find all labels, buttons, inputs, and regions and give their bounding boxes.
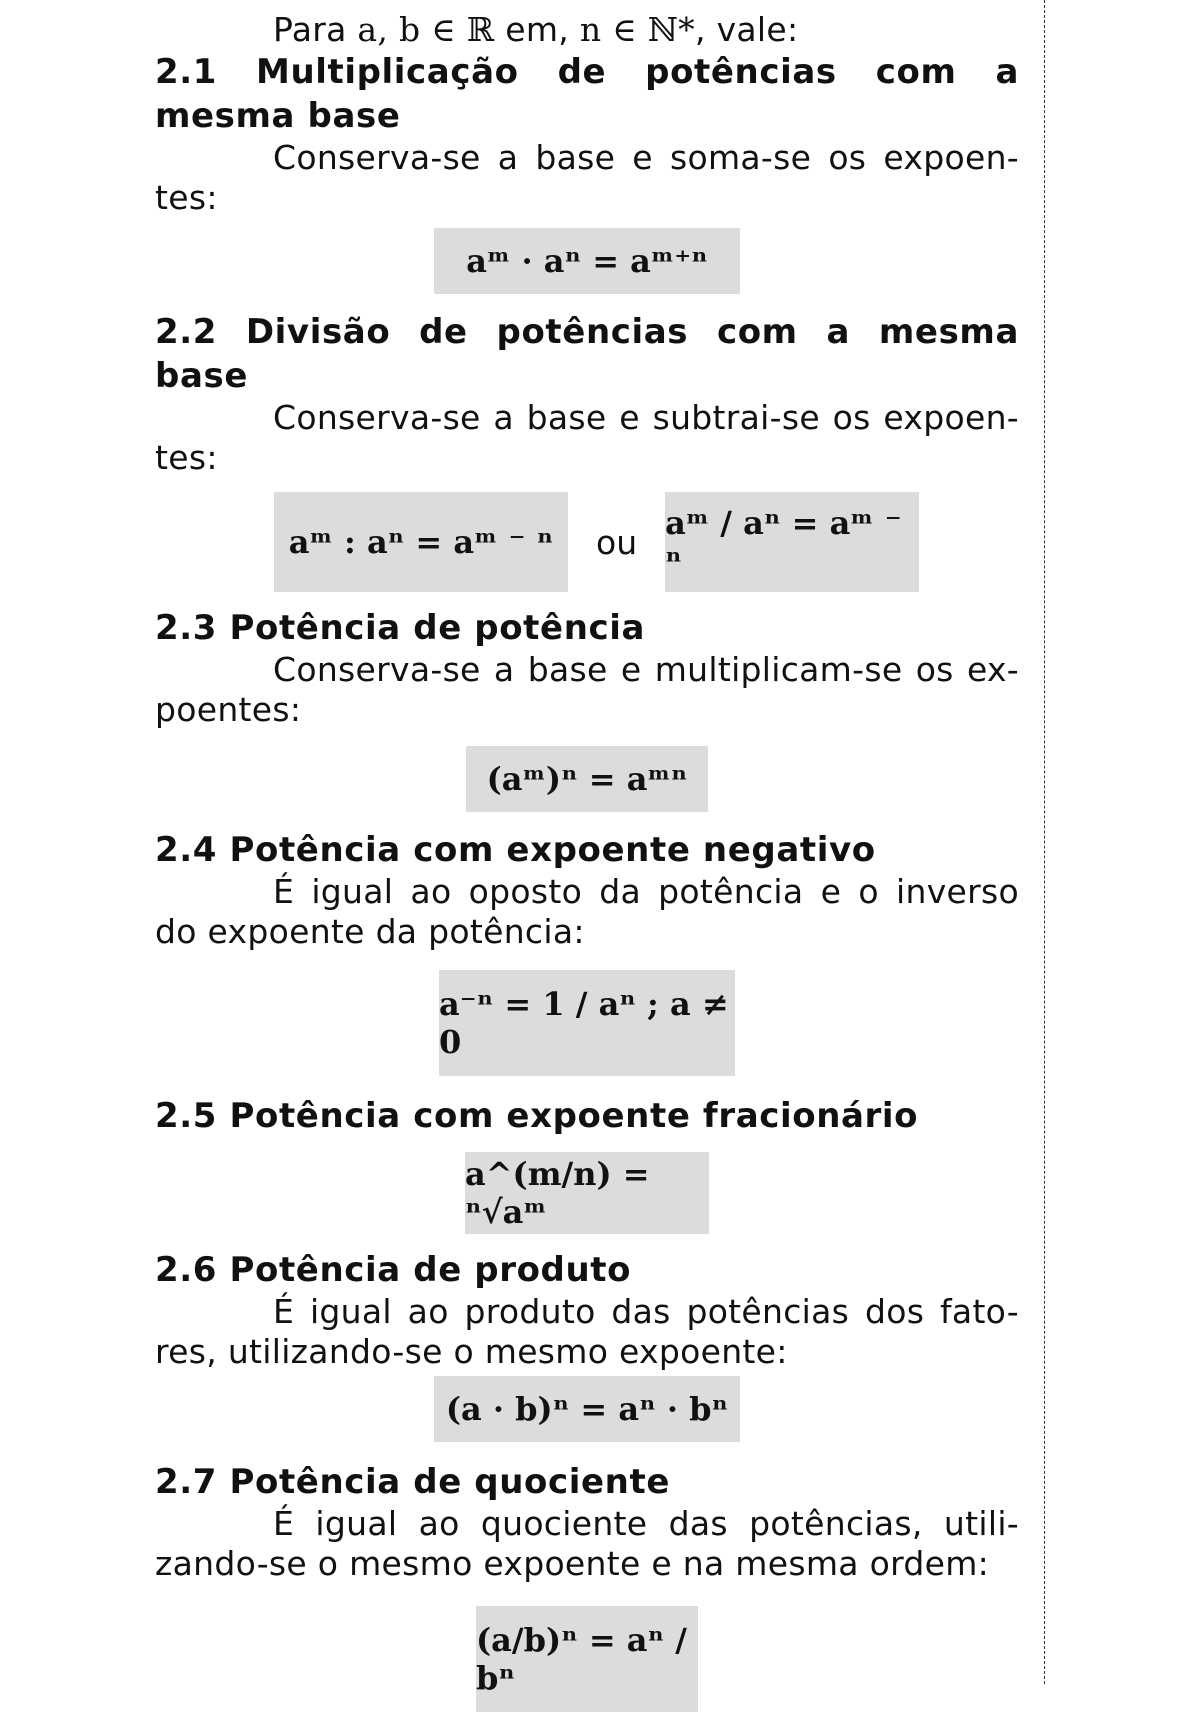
intro-n-set: n ∈ ℕ* [579,10,695,49]
formula-2-3-row [155,746,1019,812]
formula-2-2a-text: aᵐ : aⁿ = aᵐ ⁻ ⁿ [288,523,554,561]
section-2-7-text: É igual ao quociente das potências, utili-zando-se o mesmo expoente e na mesma ordem: [155,1504,1019,1583]
column-divider [1044,0,1045,1684]
section-2-5-title: 2.5 Potência com expoente fracionário [155,1096,919,1136]
formula-2-2b-text: aᵐ / aⁿ = aᵐ ⁻ ⁿ [665,504,902,580]
section-2-2-text: Conserva-se a base e subtrai-se os expoen-tes: [155,398,1019,477]
formula-2-5-text: a^(m/n) = ⁿ√aᵐ [465,1155,650,1231]
intro-mid: em, [494,10,580,49]
formula-2-1-row [155,228,1019,294]
section-2-7-title: 2.7 Potência de quociente [155,1462,670,1502]
formula-2-7-text: (a/b)ⁿ = aⁿ / bⁿ [476,1621,687,1697]
section-2-4-title: 2.4 Potência com expoente negativo [155,830,876,870]
intro-vars: a, b ∈ ℝ [357,10,495,49]
section-2-1-title: 2.1 Multiplicação de potências com a mesma base [155,52,1019,136]
intro-tail: , vale: [694,10,799,49]
formula-2-7 [476,1606,698,1712]
intro-paragraph [155,10,1019,50]
section-2-3-text: Conserva-se a base e multiplicam-se os ex-poentes: [155,650,1019,729]
formula-2-3-text: (aᵐ)ⁿ = aᵐⁿ [486,760,688,798]
formula-2-4-text: a⁻ⁿ = 1 / aⁿ ; a ≠ 0 [439,985,729,1061]
formula-2-4 [439,970,735,1076]
section-2-1-text: Conserva-se a base e soma-se os expoen-tes: [155,138,1019,217]
section-2-6-text: É igual ao produto das potências dos fato-res, utilizando-se o mesmo expoente: [155,1292,1019,1371]
section-2-6-title: 2.6 Potência de produto [155,1250,632,1290]
section-2-3-title: 2.3 Potência de potência [155,608,646,648]
formula-2-5-row [155,1152,1019,1234]
formula-2-1 [434,228,740,294]
formula-2-3 [466,746,708,812]
formula-2-6-text: (a · b)ⁿ = aⁿ · bⁿ [445,1390,729,1428]
formula-2-2-connector: ou [596,522,638,562]
formula-2-7-row [155,1606,1019,1712]
formula-2-2-row [155,492,1019,592]
section-2-2-title: 2.2 Divisão de potências com a mesma base [155,312,1019,396]
intro-lead: Para [273,10,358,49]
content-column [155,0,1019,1712]
formula-2-2a [274,492,568,592]
formula-2-1-text: aᵐ · aⁿ = aᵐ⁺ⁿ [466,242,708,280]
formula-2-5 [465,1152,709,1234]
formula-2-6 [434,1376,740,1442]
formula-2-2b [665,492,919,592]
formula-2-6-row [155,1376,1019,1442]
section-2-4-text: É igual ao oposto da potência e o inverso do expoente da potência: [155,872,1019,951]
formula-2-4-row [155,970,1019,1076]
